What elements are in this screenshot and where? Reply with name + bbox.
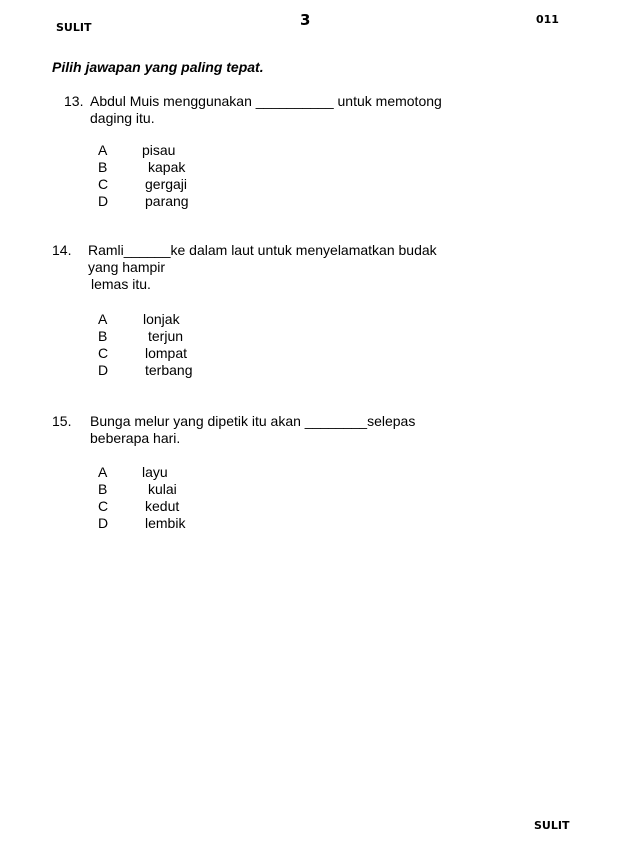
option-text: lembik — [145, 515, 186, 531]
question-text-line: lemas itu. — [91, 276, 151, 292]
paper-code: 011 — [536, 13, 559, 26]
question-text-line: Abdul Muis menggunakan __________ untuk memotong — [90, 93, 442, 109]
option-letter: C — [98, 176, 109, 192]
option-letter: B — [98, 481, 108, 497]
question-text-line: Ramli______ke dalam laut untuk menyelamatkan budak — [88, 242, 437, 258]
option-text: layu — [142, 464, 168, 480]
option-text: lonjak — [143, 311, 180, 327]
option-text: terbang — [145, 362, 193, 378]
question-number: 14. — [52, 242, 72, 258]
option-letter: D — [98, 515, 109, 531]
option-letter: C — [98, 345, 109, 361]
option-text: lompat — [145, 345, 188, 361]
option-text: pisau — [142, 142, 176, 158]
option-letter: A — [98, 142, 108, 158]
question-text-line: beberapa hari. — [90, 430, 181, 446]
option-letter: A — [98, 464, 108, 480]
option-letter: B — [98, 328, 108, 344]
option-text: kapak — [148, 159, 186, 175]
page-number: 3 — [300, 11, 311, 29]
question-text-line: Bunga melur yang dipetik itu akan ________selepas — [90, 413, 416, 429]
option-text: kedut — [145, 498, 180, 514]
option-letter: D — [98, 193, 109, 209]
option-letter: C — [98, 498, 109, 514]
option-text: parang — [145, 193, 189, 209]
footer-sulit-label: SULIT — [534, 819, 570, 832]
question-text-line: daging itu. — [90, 110, 155, 126]
option-text: gergaji — [145, 176, 188, 192]
question-number: 13. — [64, 93, 84, 109]
header-sulit-label: SULIT — [56, 21, 92, 34]
option-text: terjun — [148, 328, 184, 344]
option-letter: B — [98, 159, 108, 175]
option-text: kulai — [148, 481, 177, 497]
option-letter: D — [98, 362, 109, 378]
instruction-text: Pilih jawapan yang paling tepat. — [52, 59, 264, 75]
question-number: 15. — [52, 413, 72, 429]
option-letter: A — [98, 311, 108, 327]
question-text-line: yang hampir — [88, 259, 166, 275]
